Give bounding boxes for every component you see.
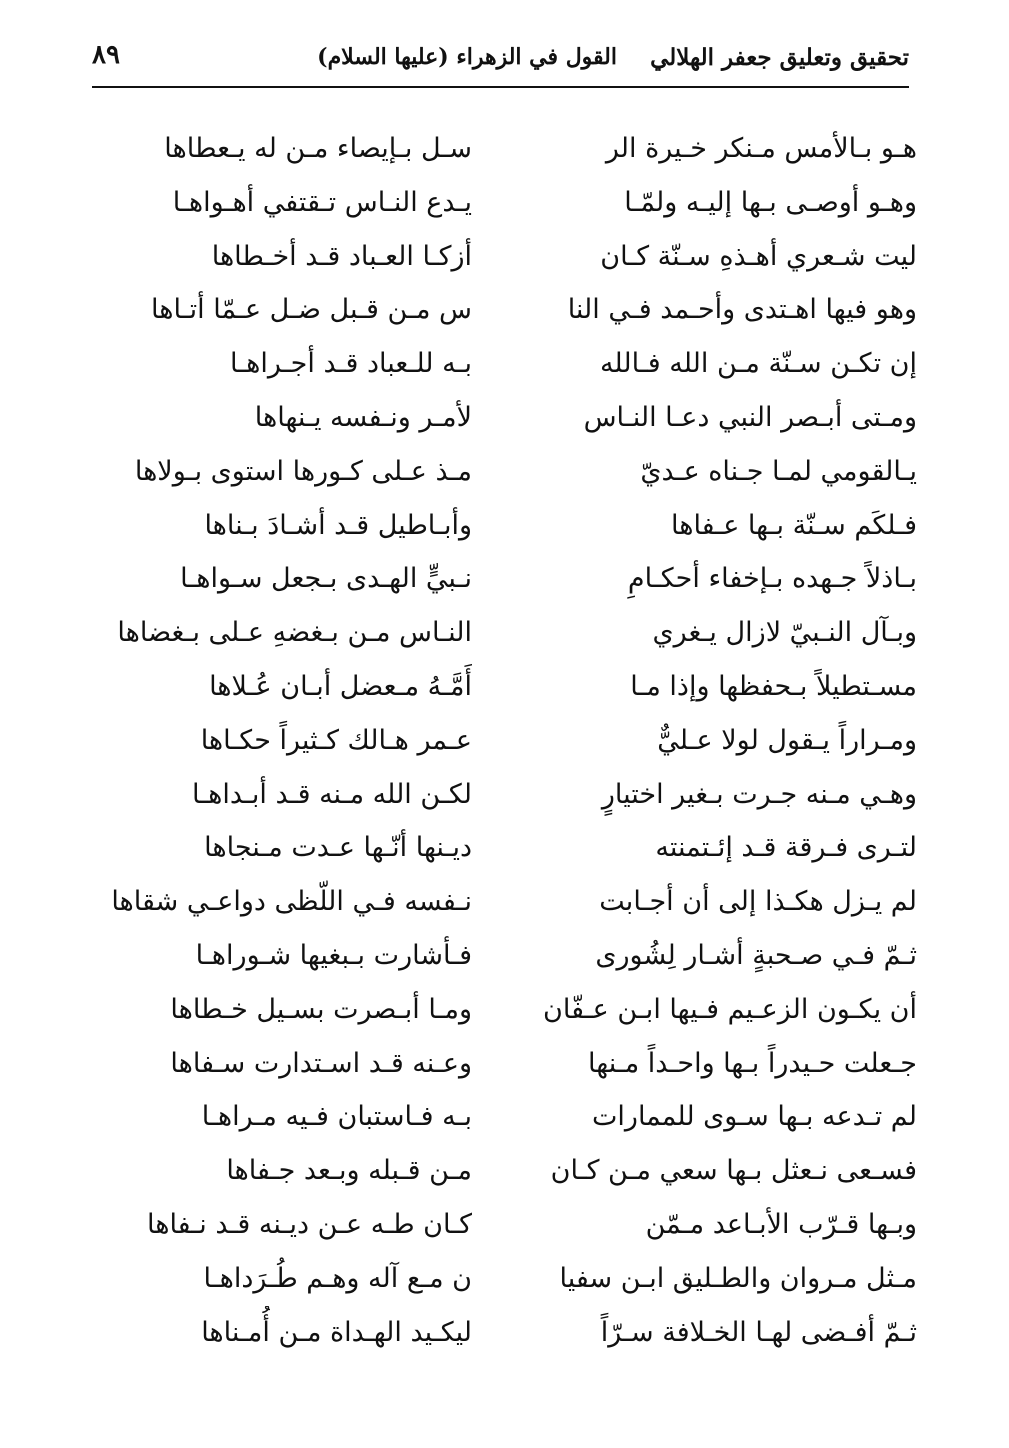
verse-row bbox=[92, 768, 917, 822]
verse-first-hemistich: فـلكَم سـنّة بـها عـفاها bbox=[670, 509, 917, 541]
verse-second-hemistich: يـدع النـاس تـقتفي أهـواهـا bbox=[172, 186, 472, 218]
verse-row bbox=[92, 499, 917, 553]
verse-row bbox=[92, 1090, 917, 1144]
page-header bbox=[92, 38, 909, 88]
verse-second-hemistich: ليكـيد الهـداة مـن أُمـناها bbox=[201, 1316, 472, 1348]
verse-first-hemistich: مـثل مـروان والطـليق ابـن سفيا bbox=[559, 1262, 917, 1294]
verse-first-hemistich: ومـتى أبـصر النبي دعـا النـاس bbox=[583, 401, 917, 433]
verse-row bbox=[92, 445, 917, 499]
verse-row bbox=[92, 391, 917, 445]
verse-row bbox=[92, 875, 917, 929]
verse-row bbox=[92, 1144, 917, 1198]
verse-second-hemistich: بـه للـعباد قـد أجـراهـا bbox=[229, 348, 472, 380]
verse-row bbox=[92, 552, 917, 606]
verse-first-hemistich: ومـراراً يـقول لولا عـليٌّ bbox=[657, 724, 917, 756]
verse-row bbox=[92, 660, 917, 714]
verse-first-hemistich: ليت شـعري أهـذهِ سـنّة كـان bbox=[600, 240, 917, 272]
verse-first-hemistich: لم يـزل هكـذا إلى أن أجـابت bbox=[599, 886, 917, 918]
verse-first-hemistich: مسـتطيلاً بـحفظها وإذا مـا bbox=[630, 670, 917, 702]
verse-first-hemistich: هـو بـالأمس مـنكر خـيرة الر bbox=[605, 133, 917, 164]
verse-row bbox=[92, 821, 917, 875]
verse-second-hemistich: كـان طـه عـن ديـنه قـد نـفاها bbox=[146, 1208, 472, 1240]
running-head-title: القول في الزهراء (عليها السلام) bbox=[317, 44, 617, 70]
verse-second-hemistich: نـبيٍّ الهـدى بـجعل سـواهـا bbox=[180, 563, 472, 595]
verse-second-hemistich: ديـنها أنّـها عـدت مـنجاها bbox=[204, 832, 472, 864]
running-head-author: تحقيق وتعليق جعفر الهلالي bbox=[650, 44, 909, 71]
verse-row bbox=[92, 337, 917, 391]
verse-first-hemistich: ثـمّ فـي صـحبةٍ أشـار لِشُورى bbox=[595, 939, 917, 971]
verse-second-hemistich: ن مـع آله وهـم طُـرَداهـا bbox=[203, 1262, 472, 1294]
verse-row bbox=[92, 1198, 917, 1252]
verse-first-hemistich: يـالقومي لمـا جـناه عـديّ bbox=[640, 455, 917, 487]
verse-first-hemistich: وهو فيها اهـتدى وأحـمد فـي النا bbox=[567, 294, 917, 326]
verse-first-hemistich: ثـمّ أفـضى لهـا الخـلافة سـرّاً bbox=[600, 1316, 917, 1348]
verse-row bbox=[92, 983, 917, 1037]
verse-first-hemistich: فسـعى نـعثل بـها سعي مـن كـان bbox=[550, 1155, 917, 1187]
verse-row bbox=[92, 714, 917, 768]
verse-second-hemistich: بـه فـاستبان فـيه مـراهـا bbox=[201, 1101, 472, 1133]
verse-row bbox=[92, 1037, 917, 1091]
verse-first-hemistich: إن تكـن سـنّة مـن الله فـالله bbox=[599, 348, 917, 380]
poem-body bbox=[92, 122, 917, 1359]
verse-first-hemistich: بـاذلاً جـهده بـإخفاء أحكـامِ bbox=[627, 563, 917, 595]
verse-first-hemistich: جـعلت حـيدراً بـها واحـداً مـنها bbox=[588, 1047, 917, 1079]
verse-second-hemistich: فـأشارت بـبغيها شـوراهـا bbox=[195, 939, 472, 971]
verse-row bbox=[92, 1306, 917, 1360]
verse-row bbox=[92, 230, 917, 284]
verse-second-hemistich: مـن قـبله وبـعد جـفاها bbox=[226, 1155, 472, 1187]
verse-first-hemistich: لتـرى فـرقة قـد إئـتمنته bbox=[655, 832, 917, 864]
page-number: ٨٩ bbox=[92, 40, 120, 70]
verse-second-hemistich: مـذ عـلى كـورها استوى بـولاها bbox=[134, 455, 472, 487]
verse-second-hemistich: النـاس مـن بـغضهِ عـلى بـغضاها bbox=[117, 617, 472, 649]
verse-first-hemistich: وهـي مـنه جـرت بـغير اختيارٍ bbox=[601, 778, 917, 810]
verse-second-hemistich: وعـنه قـد اسـتدارت سـفاها bbox=[170, 1047, 472, 1079]
verse-second-hemistich: أَمَّـهُ مـعضل أبـان عُـلاها bbox=[209, 670, 472, 702]
verse-first-hemistich: وبـها قـرّب الأبـاعد مـمّن bbox=[645, 1208, 917, 1240]
verse-row bbox=[92, 1252, 917, 1306]
verse-second-hemistich: سـل بـإيصاء مـن له يـعطاها bbox=[164, 133, 472, 164]
verse-first-hemistich: أن يكـون الزعـيم فـيها ابـن عـفّان bbox=[543, 993, 917, 1025]
verse-second-hemistich: لكـن الله مـنه قـد أبـداهـا bbox=[191, 778, 472, 810]
verse-second-hemistich: نـفسه فـي اللّظى دواعـي شقاها bbox=[111, 886, 472, 918]
verse-second-hemistich: ومـا أبـصرت بسـيل خـطاها bbox=[170, 993, 472, 1025]
verse-second-hemistich: لأمـر ونـفسه يـنهاها bbox=[254, 401, 472, 433]
verse-row bbox=[92, 606, 917, 660]
verse-row bbox=[92, 283, 917, 337]
verse-row bbox=[92, 176, 917, 230]
verse-row bbox=[92, 122, 917, 176]
verse-second-hemistich: عـمر هـالك كـثيراً حكـاها bbox=[200, 724, 472, 756]
verse-first-hemistich: وهـو أوصـى بـها إليـه ولمّـا bbox=[624, 186, 917, 218]
verse-second-hemistich: وأبـاطيل قـد أشـادَ بـناها bbox=[204, 509, 472, 541]
verse-second-hemistich: أزكـا العـباد قـد أخـطاها bbox=[211, 240, 472, 272]
verse-row bbox=[92, 929, 917, 983]
verse-first-hemistich: لم تـدعه بـها سـوى للممارات bbox=[592, 1101, 917, 1133]
verse-second-hemistich: س مـن قـبل ضـل عـمّا أتـاها bbox=[151, 294, 472, 326]
verse-first-hemistich: وبـآل النـبيّ لازال يـغري bbox=[652, 617, 917, 649]
